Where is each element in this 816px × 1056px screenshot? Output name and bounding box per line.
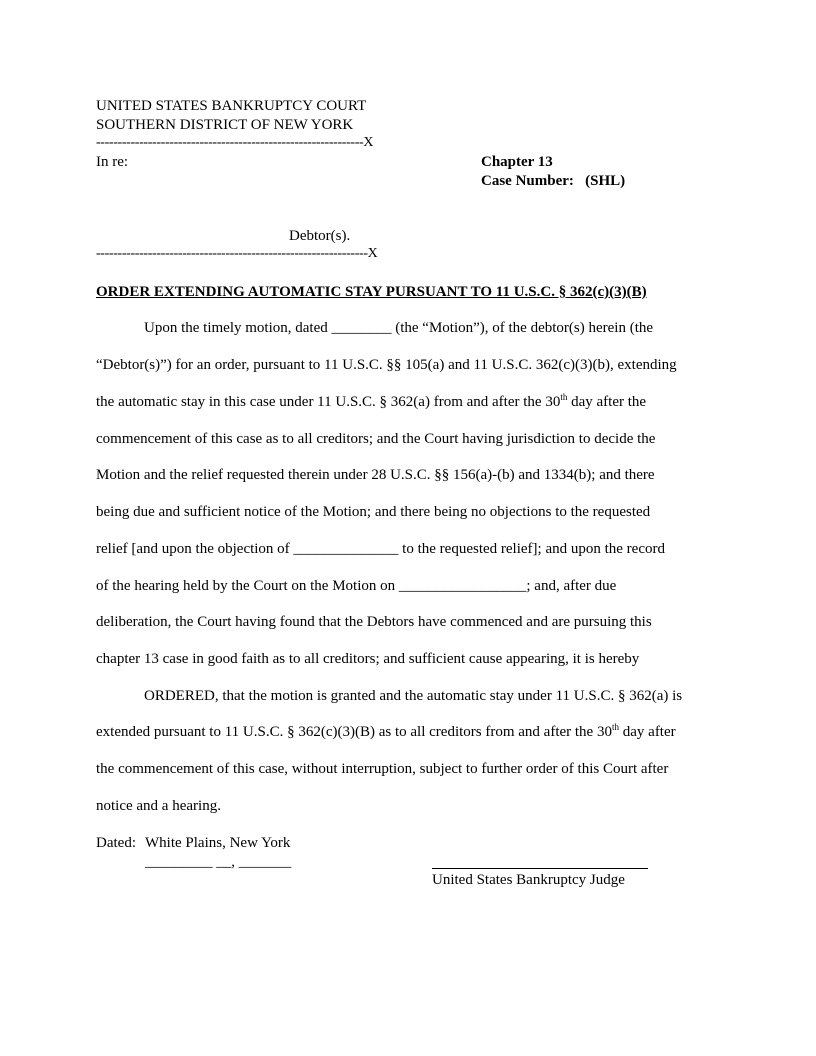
court-district: SOUTHERN DISTRICT OF NEW YORK [96,117,354,133]
judge-title: United States Bankruptcy Judge [432,872,625,888]
debtor-label: Debtor(s). [289,228,351,244]
dated-label: Dated: [96,835,136,851]
body-line-11: ORDERED, that the motion is granted and the automatic stay under 11 U.S.C. § 362(a) is [144,688,683,704]
body-line-3 [96,393,646,411]
body-line-5: Motion and the relief requested therein under 28 U.S.C. §§ 156(a)-(b) and 1334(b); and there [96,467,655,483]
case-number-label: Case Number: (SHL) [481,173,626,189]
body-line-1: Upon the timely motion, dated ________ (the “Motion”), of the debtor(s) herein (the [144,320,654,336]
chapter-label: Chapter 13 [481,154,553,170]
body-line-4: commencement of this case as to all creditors; and the Court having jurisdiction to decide the [96,431,656,447]
body-line-12 [96,723,676,741]
body-line-6: being due and sufficient notice of the Motion; and there being no objections to the requested [96,504,651,520]
date-blanks: _________ __, _______ [145,854,292,870]
dated-place: White Plains, New York [145,835,291,851]
body-line-3-b: day after the [567,394,647,410]
body-line-14: notice and a hearing. [96,798,221,814]
ordinal-suffix: th [611,722,619,732]
body-line-9: deliberation, the Court having found that the Debtors have commenced and are pursuing this [96,614,652,630]
caption-rule-bottom: ---------------------------------------------------------------X [96,246,378,261]
body-line-10: chapter 13 case in good faith as to all creditors; and sufficient cause appearing, it is hereby [96,651,640,667]
caption-rule-top: --------------------------------------------------------------X [96,135,374,150]
body-line-8: of the hearing held by the Court on the Motion on _________________; and, after due [96,578,617,594]
ordinal-suffix: th [560,392,568,402]
body-line-3-a: the automatic stay in this case under 11 U.S.C. § 362(a) from and after the 30 [96,394,561,410]
order-title: ORDER EXTENDING AUTOMATIC STAY PURSUANT TO 11 U.S.C. § 362(c)(3)(B) [96,284,647,300]
body-line-2: “Debtor(s)”) for an order, pursuant to 11 U.S.C. §§ 105(a) and 11 U.S.C. 362(c)(3)(b), extending [96,357,677,373]
body-line-12-a: extended pursuant to 11 U.S.C. § 362(c)(3)(B) as to all creditors from and after the 30 [96,724,612,740]
body-line-12-b: day after [619,724,676,740]
body-line-7: relief [and upon the objection of ______________ to the requested relief]; and upon the record [96,541,665,557]
court-name: UNITED STATES BANKRUPTCY COURT [96,98,367,114]
body-line-13: the commencement of this case, without interruption, subject to further order of this Court after [96,761,669,777]
in-re-label: In re: [96,154,129,170]
signature-line [432,868,648,869]
